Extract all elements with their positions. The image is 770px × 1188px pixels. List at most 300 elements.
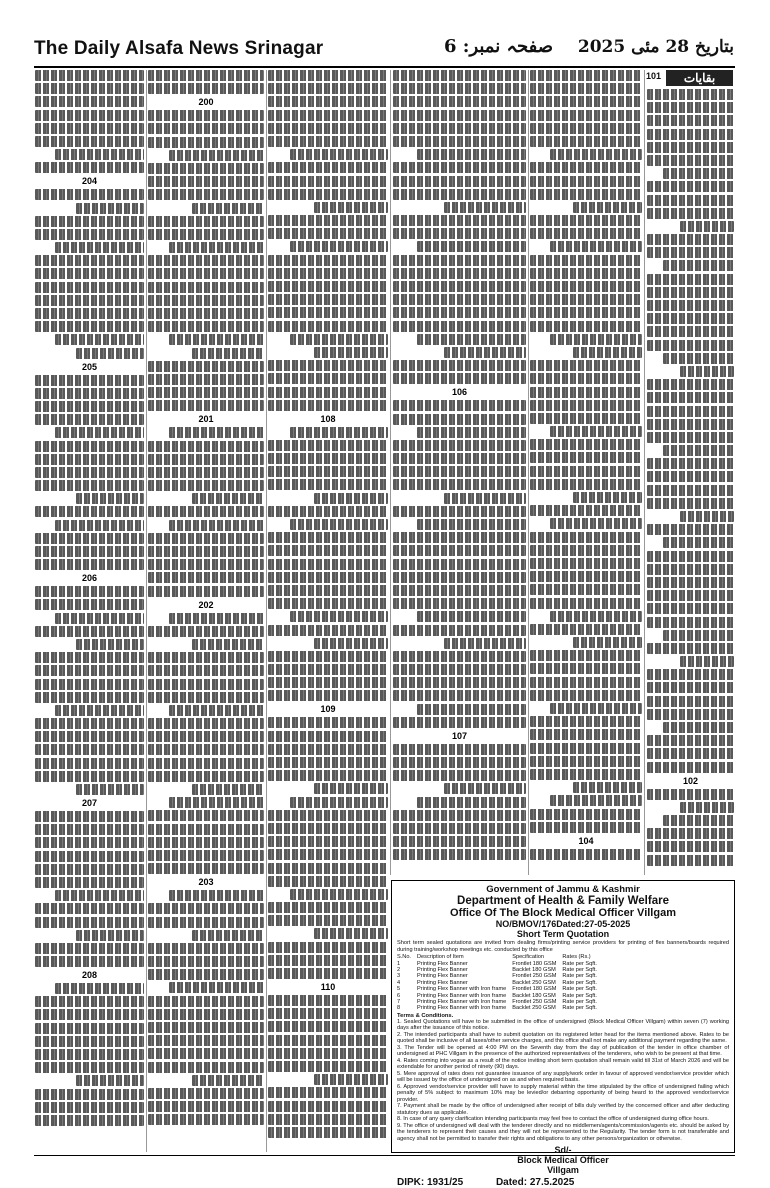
text-line xyxy=(573,347,642,358)
rates-table-row xyxy=(397,1005,603,1011)
text-line xyxy=(530,756,642,767)
text-line xyxy=(55,890,144,901)
text-line xyxy=(647,340,734,351)
text-line xyxy=(268,294,388,305)
text-line xyxy=(530,110,642,121)
text-line xyxy=(530,663,642,674)
rates-table-cell: Printing Flex Banner with Iron frame xyxy=(417,1005,507,1012)
text-line xyxy=(393,598,526,609)
text-line xyxy=(35,665,144,676)
masthead xyxy=(34,34,734,64)
text-line xyxy=(573,202,642,213)
text-line xyxy=(35,321,144,332)
text-line xyxy=(550,241,642,252)
text-line xyxy=(35,480,144,491)
text-line xyxy=(290,427,388,438)
text-line xyxy=(169,427,264,438)
text-line xyxy=(76,1075,144,1086)
text-line xyxy=(530,176,642,187)
text-line xyxy=(530,624,642,635)
text-line xyxy=(417,149,526,160)
rates-table-cell: 5 xyxy=(397,986,401,993)
text-line xyxy=(268,955,388,966)
story-number: 110 xyxy=(320,982,336,992)
text-line xyxy=(268,717,388,728)
text-line xyxy=(148,454,264,465)
text-line xyxy=(35,679,144,690)
text-line xyxy=(647,406,734,417)
text-line xyxy=(169,982,264,993)
text-line xyxy=(663,537,734,548)
text-line xyxy=(268,321,388,332)
text-line xyxy=(268,506,388,517)
text-line xyxy=(393,651,526,662)
text-line xyxy=(647,247,734,258)
article-column-1 xyxy=(35,70,144,1152)
text-line xyxy=(393,162,526,173)
text-line xyxy=(268,440,388,451)
rates-table-cell: Frontlet 250 GSM xyxy=(512,973,557,980)
text-line xyxy=(290,519,388,530)
rates-table-cell: Rate per Sqft. xyxy=(562,973,597,980)
term-item: 7. Payment shall be made by the office of undersigned after receipt of bills duly verified by the concerned officer and after deducting statutory dues as applicable. xyxy=(397,1103,729,1116)
text-line xyxy=(530,677,642,688)
text-line xyxy=(268,255,388,266)
text-line xyxy=(530,387,642,398)
text-line xyxy=(647,115,734,126)
text-line xyxy=(55,983,144,994)
text-line xyxy=(290,611,388,622)
text-line xyxy=(268,268,388,279)
rates-table-cell: Printing Flex Banner xyxy=(417,967,468,973)
text-line xyxy=(417,704,526,715)
text-line xyxy=(148,572,264,583)
text-line xyxy=(35,255,144,266)
text-line xyxy=(148,1009,264,1020)
terms-heading: Terms & Conditions. xyxy=(397,1012,454,1019)
text-line xyxy=(268,810,388,821)
text-line xyxy=(647,181,734,192)
text-line xyxy=(35,811,144,822)
text-line xyxy=(290,797,388,808)
text-line xyxy=(169,334,264,345)
text-line xyxy=(393,770,526,781)
text-line xyxy=(647,762,734,773)
text-line xyxy=(35,308,144,319)
term-item: 8. In case of any query clarification intending participants may feel free to contact the office of undersigned during office hours. xyxy=(397,1116,709,1123)
text-line xyxy=(35,758,144,769)
text-line xyxy=(55,242,144,253)
text-line xyxy=(268,902,388,913)
text-line xyxy=(35,216,144,227)
text-line xyxy=(647,379,734,390)
story-number: 203 xyxy=(198,877,214,888)
text-line xyxy=(148,969,264,980)
notice-footer xyxy=(397,1177,729,1188)
col-header: Rates (Rs.) xyxy=(562,954,591,961)
rates-table-cell: Printing Flex Banner xyxy=(417,979,468,986)
text-line xyxy=(647,300,734,311)
text-line xyxy=(268,915,388,926)
text-line xyxy=(680,511,734,522)
story-number: 202 xyxy=(198,599,214,610)
text-line xyxy=(148,810,264,821)
text-line xyxy=(647,855,734,866)
text-line xyxy=(393,823,526,834)
text-line xyxy=(268,373,388,384)
text-line xyxy=(76,203,144,214)
text-line xyxy=(35,533,144,544)
text-line xyxy=(35,1102,144,1113)
text-line xyxy=(148,626,264,637)
text-line xyxy=(647,828,734,839)
rates-table-cell: Rate per Sqft. xyxy=(562,999,597,1006)
text-line xyxy=(35,956,144,967)
text-line xyxy=(148,255,264,266)
text-line xyxy=(647,208,734,219)
text-line xyxy=(530,307,642,318)
text-line xyxy=(268,123,388,134)
rates-table-cell: Rate per Sqft. xyxy=(562,1005,597,1012)
text-line xyxy=(268,136,388,147)
text-line xyxy=(393,321,526,332)
text-line xyxy=(35,837,144,848)
text-line xyxy=(393,677,526,688)
text-line xyxy=(148,467,264,478)
text-line xyxy=(647,498,734,509)
text-line xyxy=(148,996,264,1007)
text-line xyxy=(550,426,642,437)
text-line xyxy=(444,202,526,213)
text-line xyxy=(530,769,642,780)
text-line xyxy=(393,849,526,860)
text-line xyxy=(148,559,264,570)
text-line xyxy=(268,176,388,187)
article-column-4 xyxy=(393,70,526,875)
text-line xyxy=(647,524,734,535)
text-line xyxy=(530,96,642,107)
text-line xyxy=(35,295,144,306)
text-line xyxy=(35,718,144,729)
text-line xyxy=(169,613,264,624)
column-divider xyxy=(146,70,147,1152)
text-line xyxy=(35,388,144,399)
text-line xyxy=(444,493,526,504)
text-line xyxy=(148,956,264,967)
text-line xyxy=(530,598,642,609)
text-line xyxy=(35,123,144,134)
text-line xyxy=(35,1023,144,1034)
text-line xyxy=(530,545,642,556)
text-line xyxy=(192,493,264,504)
text-line xyxy=(192,639,264,650)
story-number: 106 xyxy=(451,387,468,398)
text-line xyxy=(148,137,264,148)
story-number: 200 xyxy=(198,97,214,108)
text-line xyxy=(268,307,388,318)
notice-department: Department of Health & Family Welfare xyxy=(457,895,669,907)
text-line xyxy=(530,505,642,516)
text-line xyxy=(290,149,388,160)
text-line xyxy=(35,559,144,570)
text-line xyxy=(268,585,388,596)
text-line xyxy=(192,930,264,941)
text-line xyxy=(35,599,144,610)
text-line xyxy=(444,783,526,794)
text-line xyxy=(148,387,264,398)
text-line xyxy=(393,70,526,81)
text-line xyxy=(417,241,526,252)
text-line xyxy=(530,321,642,332)
text-line xyxy=(268,360,388,371)
text-line xyxy=(35,1009,144,1020)
text-line xyxy=(268,110,388,121)
text-line xyxy=(268,228,388,239)
text-line xyxy=(550,149,642,160)
text-line xyxy=(530,360,642,371)
text-line xyxy=(55,705,144,716)
text-line xyxy=(268,453,388,464)
text-line xyxy=(530,83,642,94)
text-line xyxy=(647,432,734,443)
text-line xyxy=(169,520,264,531)
text-line xyxy=(148,1062,264,1073)
term-item: 5. Mere approval of rates does not guarantee issuance of any supply/work order in favour of approved vendor/service provider which will be issued by the office of undersigned on as and when required basis. xyxy=(397,1070,729,1084)
text-line xyxy=(35,652,144,663)
rates-table-cell: Frontlet 180 GSM xyxy=(512,960,557,967)
story-number: 102 xyxy=(682,775,699,786)
text-line xyxy=(393,744,526,755)
text-line xyxy=(663,630,734,641)
text-line xyxy=(148,361,264,372)
story-number: 201 xyxy=(198,414,214,425)
text-line xyxy=(393,176,526,187)
text-line xyxy=(148,1022,264,1033)
text-line xyxy=(393,453,526,464)
text-line xyxy=(148,70,264,81)
signature-line: Block Medical Officer xyxy=(517,1155,609,1166)
rates-table-cell: Printing Flex Banner with Iron frame xyxy=(417,986,507,993)
text-line xyxy=(76,639,144,650)
rates-table-cell: Backlet 250 GSM xyxy=(512,979,556,986)
text-line xyxy=(530,294,642,305)
notice-government: Government of Jammu & Kashmir xyxy=(486,884,640,895)
text-line xyxy=(393,690,526,701)
text-line xyxy=(55,520,144,531)
text-line xyxy=(314,493,388,504)
text-line xyxy=(148,480,264,491)
text-line xyxy=(35,96,144,107)
rates-table-row xyxy=(397,986,603,992)
text-line xyxy=(268,651,388,662)
text-line xyxy=(647,735,734,746)
text-line xyxy=(647,471,734,482)
text-line xyxy=(55,149,144,160)
text-line xyxy=(647,155,734,166)
text-line xyxy=(169,242,264,253)
text-line xyxy=(148,321,264,332)
text-line xyxy=(148,216,264,227)
newspaper-title: The Daily Alsafa News Srinagar xyxy=(34,38,324,59)
text-line xyxy=(148,308,264,319)
text-line xyxy=(417,797,526,808)
text-line xyxy=(530,162,642,173)
text-line xyxy=(393,400,526,411)
text-line xyxy=(35,996,144,1007)
text-line xyxy=(680,221,734,232)
text-line xyxy=(35,851,144,862)
column-divider xyxy=(390,70,391,875)
column-divider xyxy=(266,70,267,1152)
text-line xyxy=(169,890,264,901)
text-line xyxy=(76,784,144,795)
government-notice xyxy=(391,880,735,1188)
text-line xyxy=(35,943,144,954)
text-line xyxy=(268,677,388,688)
text-line xyxy=(393,506,526,517)
text-line xyxy=(393,268,526,279)
issue-date: بتاریخ 28 مئی 2025 xyxy=(577,37,734,57)
text-line xyxy=(647,577,734,588)
rates-table-cell: 8 xyxy=(397,1005,401,1012)
text-line xyxy=(148,1035,264,1046)
text-line xyxy=(148,850,264,861)
text-line xyxy=(35,375,144,386)
text-line xyxy=(647,274,734,285)
text-line xyxy=(647,590,734,601)
text-line xyxy=(35,917,144,928)
text-line xyxy=(530,439,642,450)
column-divider xyxy=(528,70,529,875)
text-line xyxy=(268,744,388,755)
text-line xyxy=(573,637,642,648)
text-line xyxy=(647,748,734,759)
story-number: 107 xyxy=(451,730,468,741)
term-item: 9. The office of undersigned will deal with the tenderer directly and no middlemen/agents/commission/agents etc. should be asked by the tenderers to represent their causes and they will not be represented to the Regularity. The tender form is not transferable and agency shall not be permitted to transfer their rights and obligations to any other persons/organization or otherwise. xyxy=(397,1122,729,1142)
text-line xyxy=(35,731,144,742)
text-line xyxy=(35,229,144,240)
text-line xyxy=(393,373,526,384)
text-line xyxy=(192,784,264,795)
text-line xyxy=(393,228,526,239)
text-line xyxy=(35,864,144,875)
text-line xyxy=(647,841,734,852)
page-number: صفحہ نمبر: 6 xyxy=(444,36,554,57)
text-line xyxy=(268,1008,388,1019)
rates-table-cell: Rate per Sqft. xyxy=(562,967,597,973)
section-heading: بقایات xyxy=(666,70,733,86)
signature-line: Villgam xyxy=(547,1165,579,1176)
text-line xyxy=(268,559,388,570)
text-line xyxy=(35,441,144,452)
text-line xyxy=(35,771,144,782)
rates-table-cell: Rate per Sqft. xyxy=(562,979,597,986)
text-line xyxy=(35,903,144,914)
text-line xyxy=(268,1101,388,1112)
text-line xyxy=(268,876,388,887)
text-line xyxy=(393,123,526,134)
text-line xyxy=(35,626,144,637)
text-line xyxy=(393,625,526,636)
text-line xyxy=(268,572,388,583)
column-divider xyxy=(644,70,645,875)
article-column-3 xyxy=(268,70,388,1152)
text-line xyxy=(530,558,642,569)
text-line xyxy=(148,83,264,94)
text-line xyxy=(148,758,264,769)
rates-table-cell: Rate per Sqft. xyxy=(562,960,597,967)
text-line xyxy=(35,454,144,465)
notice-intro: Short term sealed quotations are invited from dealing firms/printing service providers for printing of flex banners/boards required during training/workshop meetings etc. conducted by this office xyxy=(397,940,729,953)
dipk-number: DIPK: 1931/25 xyxy=(397,1177,464,1188)
text-line xyxy=(148,189,264,200)
story-number: 208 xyxy=(81,970,98,981)
notice-heading: Short Term Quotation xyxy=(516,929,610,939)
text-line xyxy=(148,731,264,742)
text-line xyxy=(35,692,144,703)
term-item: 4. Rates coming into vogue as a result of the notice inviting short term quotation shall remain valid till 31st of March 2026 and will be extendable for another period of ninety (90) days. xyxy=(397,1057,729,1071)
text-line xyxy=(647,643,734,654)
text-line xyxy=(268,849,388,860)
text-line xyxy=(35,401,144,412)
text-line xyxy=(393,360,526,371)
text-line xyxy=(417,611,526,622)
text-line xyxy=(530,743,642,754)
text-line xyxy=(35,282,144,293)
text-line xyxy=(148,837,264,848)
text-line xyxy=(647,617,734,628)
text-line xyxy=(169,797,264,808)
signature-line: Sd/- xyxy=(554,1145,572,1156)
rates-table-cell: 3 xyxy=(397,973,401,980)
text-line xyxy=(268,731,388,742)
text-line xyxy=(393,136,526,147)
text-line xyxy=(530,136,642,147)
text-line xyxy=(663,722,734,733)
text-line xyxy=(550,518,642,529)
text-line xyxy=(268,466,388,477)
text-line xyxy=(268,1061,388,1072)
text-line xyxy=(550,703,642,714)
text-line xyxy=(35,467,144,478)
text-line xyxy=(393,810,526,821)
text-line xyxy=(393,440,526,451)
text-line xyxy=(530,70,642,81)
text-line xyxy=(393,559,526,570)
text-line xyxy=(573,492,642,503)
text-line xyxy=(647,142,734,153)
rates-table-cell: Backlet 180 GSM xyxy=(512,967,556,973)
text-line xyxy=(148,1088,264,1099)
text-line xyxy=(35,877,144,888)
text-line xyxy=(530,189,642,200)
text-line xyxy=(148,652,264,663)
col-header: S.No. xyxy=(397,954,411,961)
text-line xyxy=(35,1089,144,1100)
text-line xyxy=(268,96,388,107)
text-line xyxy=(268,479,388,490)
text-line xyxy=(530,716,642,727)
text-line xyxy=(268,823,388,834)
term-item: 2. The intended participants shall have to submit quotation on its registered letter head for the items mentioned above. Rates to be quoted shall be inclusive of all taxes/other service charges, and this office shall not make any additional payment regarding the same. xyxy=(397,1031,729,1045)
text-line xyxy=(647,709,734,720)
term-item: 1. Sealed Quotations will have to be submitted in the office of undersigned (Block Medical Officer Villgam) within seven (7) working days after the issuance of this notice. xyxy=(397,1018,729,1032)
text-line xyxy=(268,757,388,768)
text-line xyxy=(148,123,264,134)
text-line xyxy=(314,202,388,213)
text-line xyxy=(169,705,264,716)
text-line xyxy=(530,532,642,543)
